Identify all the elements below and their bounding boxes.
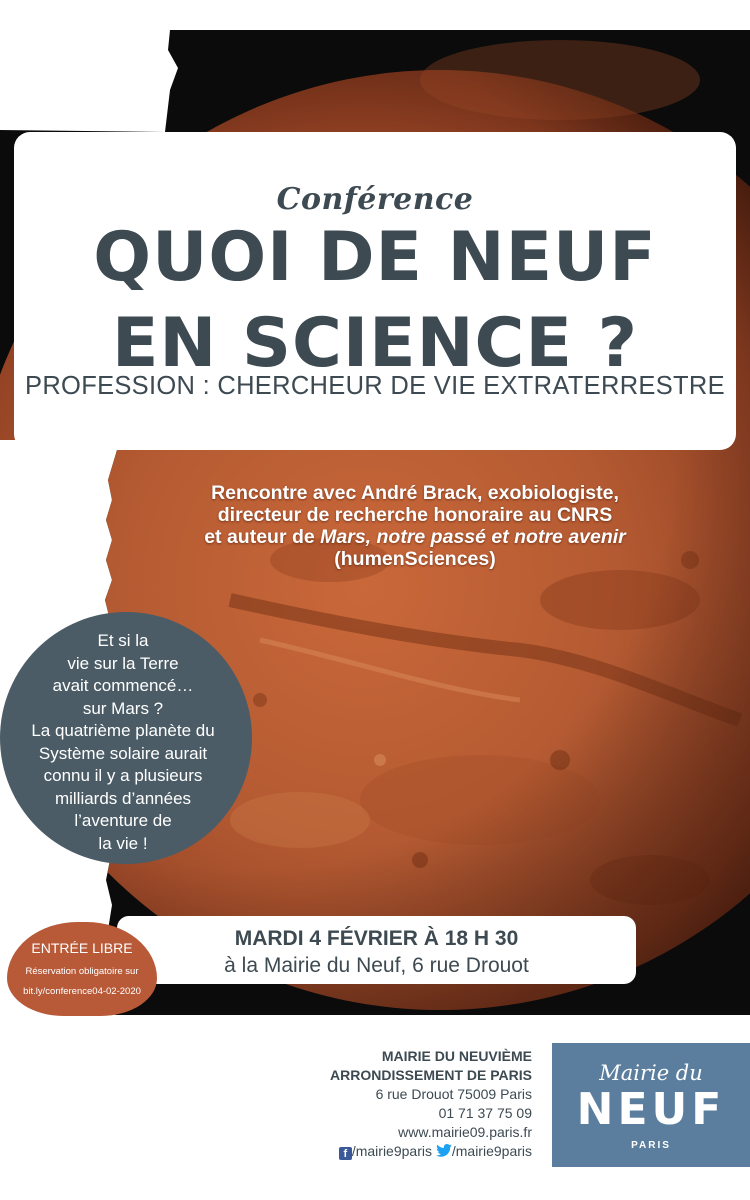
date-card [117,916,636,984]
logo-script: Mairie du [599,1061,703,1085]
facebook-link[interactable]: /mairie9paris [351,1143,432,1159]
speaker-intro [110,482,720,570]
intro-line-2: directeur de recherche honoraire au CNRS [217,504,613,526]
question-line: la vie ! [98,833,148,853]
intro-line-1: Rencontre avec André Brack, exobiologiste, [211,482,619,504]
org-line-2: ARRONDISSEMENT DE PARIS [330,1067,532,1083]
reservation-note: Réservation obligatoire sur [25,966,139,977]
question-line: Système solaire aurait [38,743,208,763]
question-text [0,630,246,855]
twitter-link[interactable]: /mairie9paris [451,1143,532,1159]
phone: 01 71 37 75 09 [438,1105,532,1121]
reservation-link[interactable]: bit.ly/conference04-02-2020 [23,986,141,997]
intro-line-4: (humenSciences) [334,548,496,570]
org-line-1: MAIRIE DU NEUVIÈME [381,1048,532,1064]
logo-city: PARIS [631,1140,671,1151]
footer-contact [268,1047,532,1161]
book-title: Mars, notre passé et notre avenir [320,526,626,548]
title-card [14,132,736,450]
question-line: Et si la [97,631,149,650]
event-date: MARDI 4 FÉVRIER À 18 H 30 [234,927,519,950]
mairie-logo [552,1043,750,1167]
question-line: avait commencé… [52,676,194,695]
question-line: milliards d’années [54,788,192,808]
intro-line-3-prefix: et auteur de [204,526,321,548]
event-venue: à la Mairie du Neuf, 6 rue Drouot [224,954,529,977]
twitter-icon [436,1144,452,1157]
subtitle: PROFESSION : CHERCHEUR DE VIE EXTRATERRESTRE [25,372,725,400]
intro-line-3 [110,526,720,548]
question-line: La quatrième planète du [31,721,215,740]
title-line-1: QUOI DE NEUF [93,218,657,297]
question-line: connu il y a plusieurs [43,766,203,785]
event-type: Conférence [276,182,474,217]
entry-title: ENTRÉE LIBRE [31,940,133,956]
question-line: vie sur la Terre [67,653,179,673]
entry-badge [7,922,157,1016]
facebook-icon: f [339,1147,352,1160]
address: 6 rue Drouot 75009 Paris [375,1086,532,1102]
social-links [268,1142,532,1161]
question-line: sur Mars ? [82,698,164,718]
title-line-2: EN SCIENCE ? [111,304,639,383]
logo-wordmark: NEUF [576,1084,726,1135]
question-line: l’aventure de [74,811,172,830]
website-link[interactable]: www.mairie09.paris.fr [398,1124,532,1140]
question-circle [0,612,252,864]
